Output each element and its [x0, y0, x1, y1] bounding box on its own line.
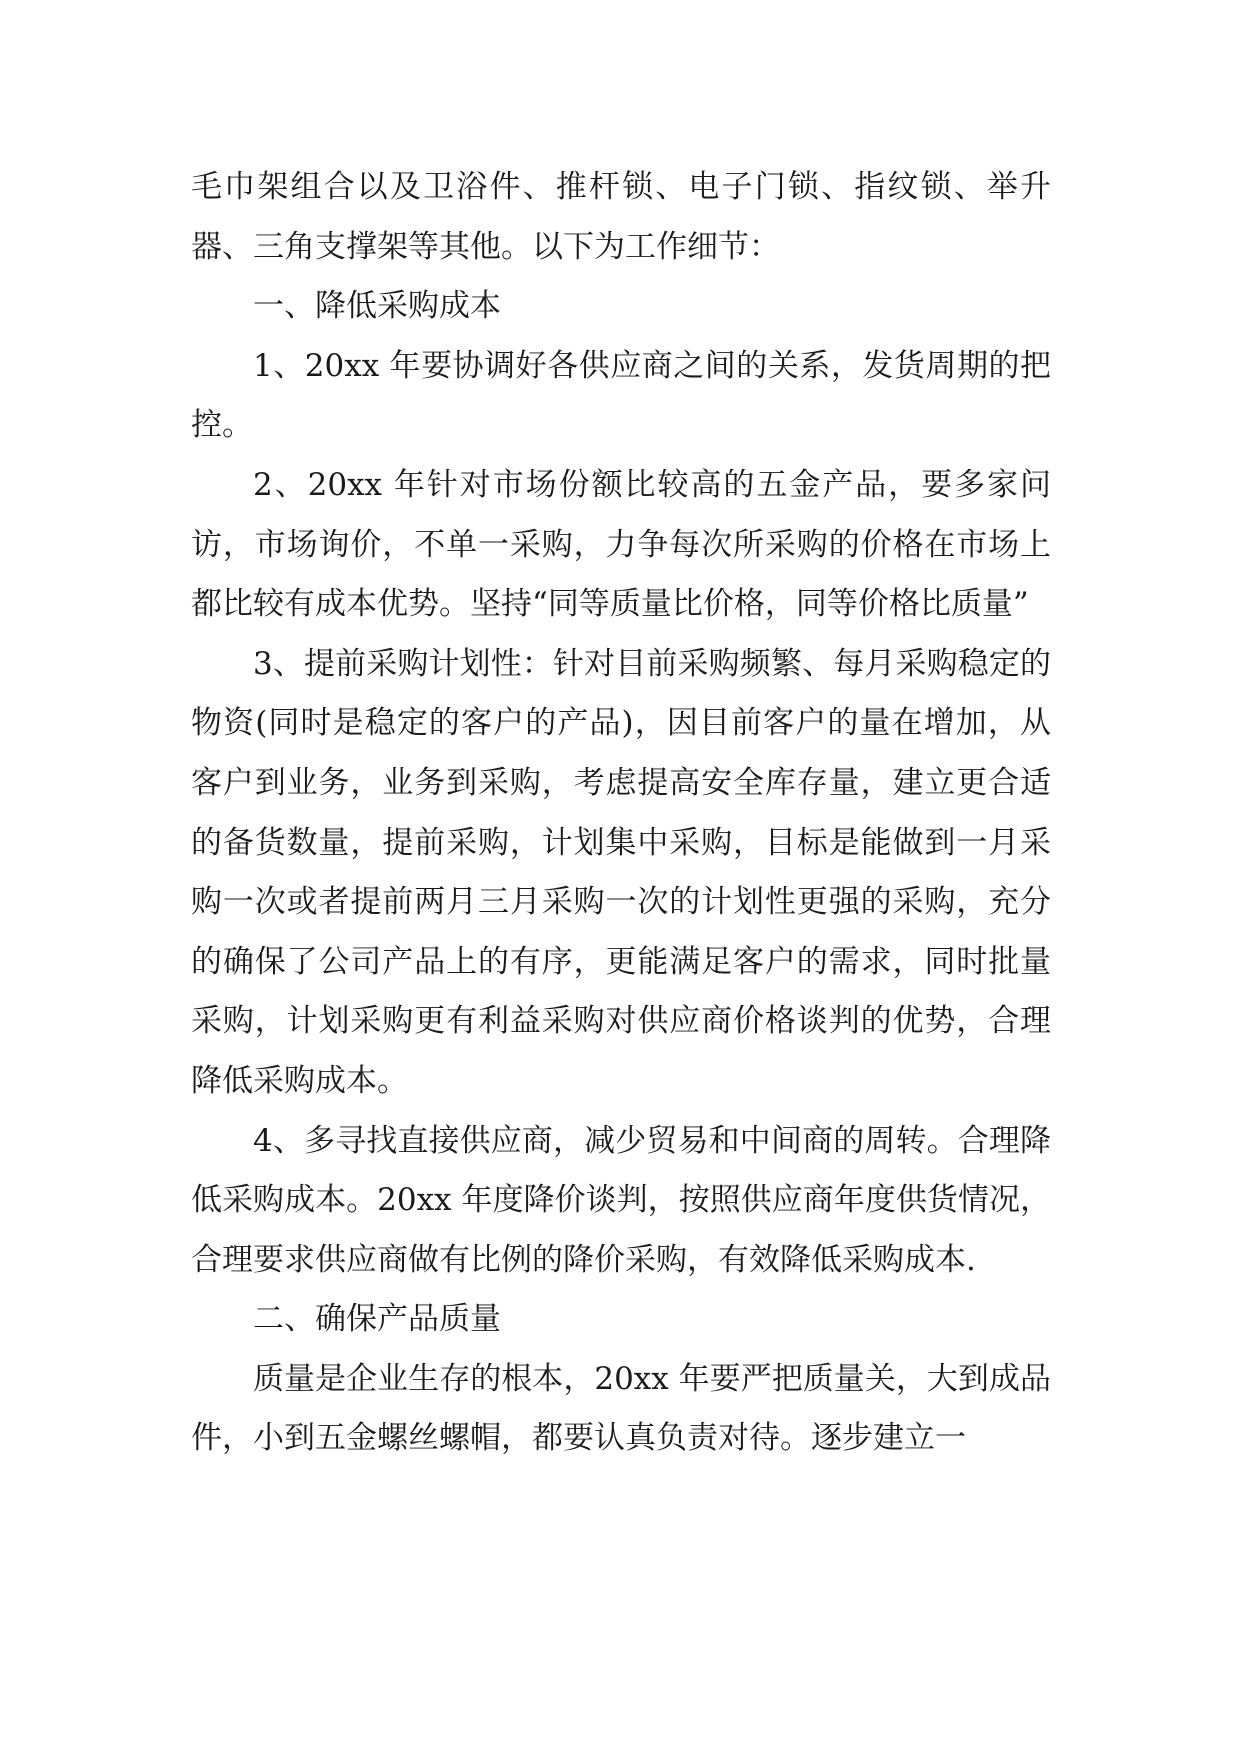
section-heading-reduce-cost: 一、降低采购成本 — [253, 288, 501, 325]
paragraph-quality: 质量是企业生存的根本，20xx 年要严把质量关，大到成品件，小到五金螺丝螺帽，都要认真负责对待。逐步建立一 — [191, 1360, 1051, 1457]
section-heading-quality: 二、确保产品质量 — [253, 1301, 501, 1338]
paragraph-item-1: 1、20xx 年要协调好各供应商之间的关系，发货周期的把控。 — [191, 347, 1051, 444]
paragraph-item-4: 4、多寻找直接供应商，减少贸易和中间商的周转。合理降低采购成本。20xx 年度降价谈判，按照供应商年度供货情况，合理要求供应商做有比例的降价采购，有效降低采购成本. — [191, 1122, 1051, 1278]
paragraph-item-3: 3、提前采购计划性：针对目前采购频繁、每月采购稳定的物资(同时是稳定的客户的产品)，因目前客户的量在增加，从客户到业务，业务到采购，考虑提高安全库存量，建立更合适的备货数量，提前采购，计划集中采购，目标是能做到一月采购一次或者提前两月三月采购一次的计划性更强的采购，充分的确保了公司产品上的有序，更能满足客户的需求，同时批量采购，计划采购更有利益采购对供应商价格谈判的优势，合理降低采购成本。 — [191, 645, 1051, 1099]
document-body — [191, 158, 1051, 1469]
paragraph-item-2: 2、20xx 年针对市场份额比较高的五金产品，要多家问访，市场询价，不单一采购，力争每次所采购的价格在市场上都比较有成本优势。坚持“同等质量比价格，同等价格比质量” — [191, 466, 1051, 623]
paragraph-continuation: 毛巾架组合以及卫浴件、推杆锁、电子门锁、指纹锁、举升器、三角支撑架等其他。以下为工作细节： — [191, 169, 1051, 265]
